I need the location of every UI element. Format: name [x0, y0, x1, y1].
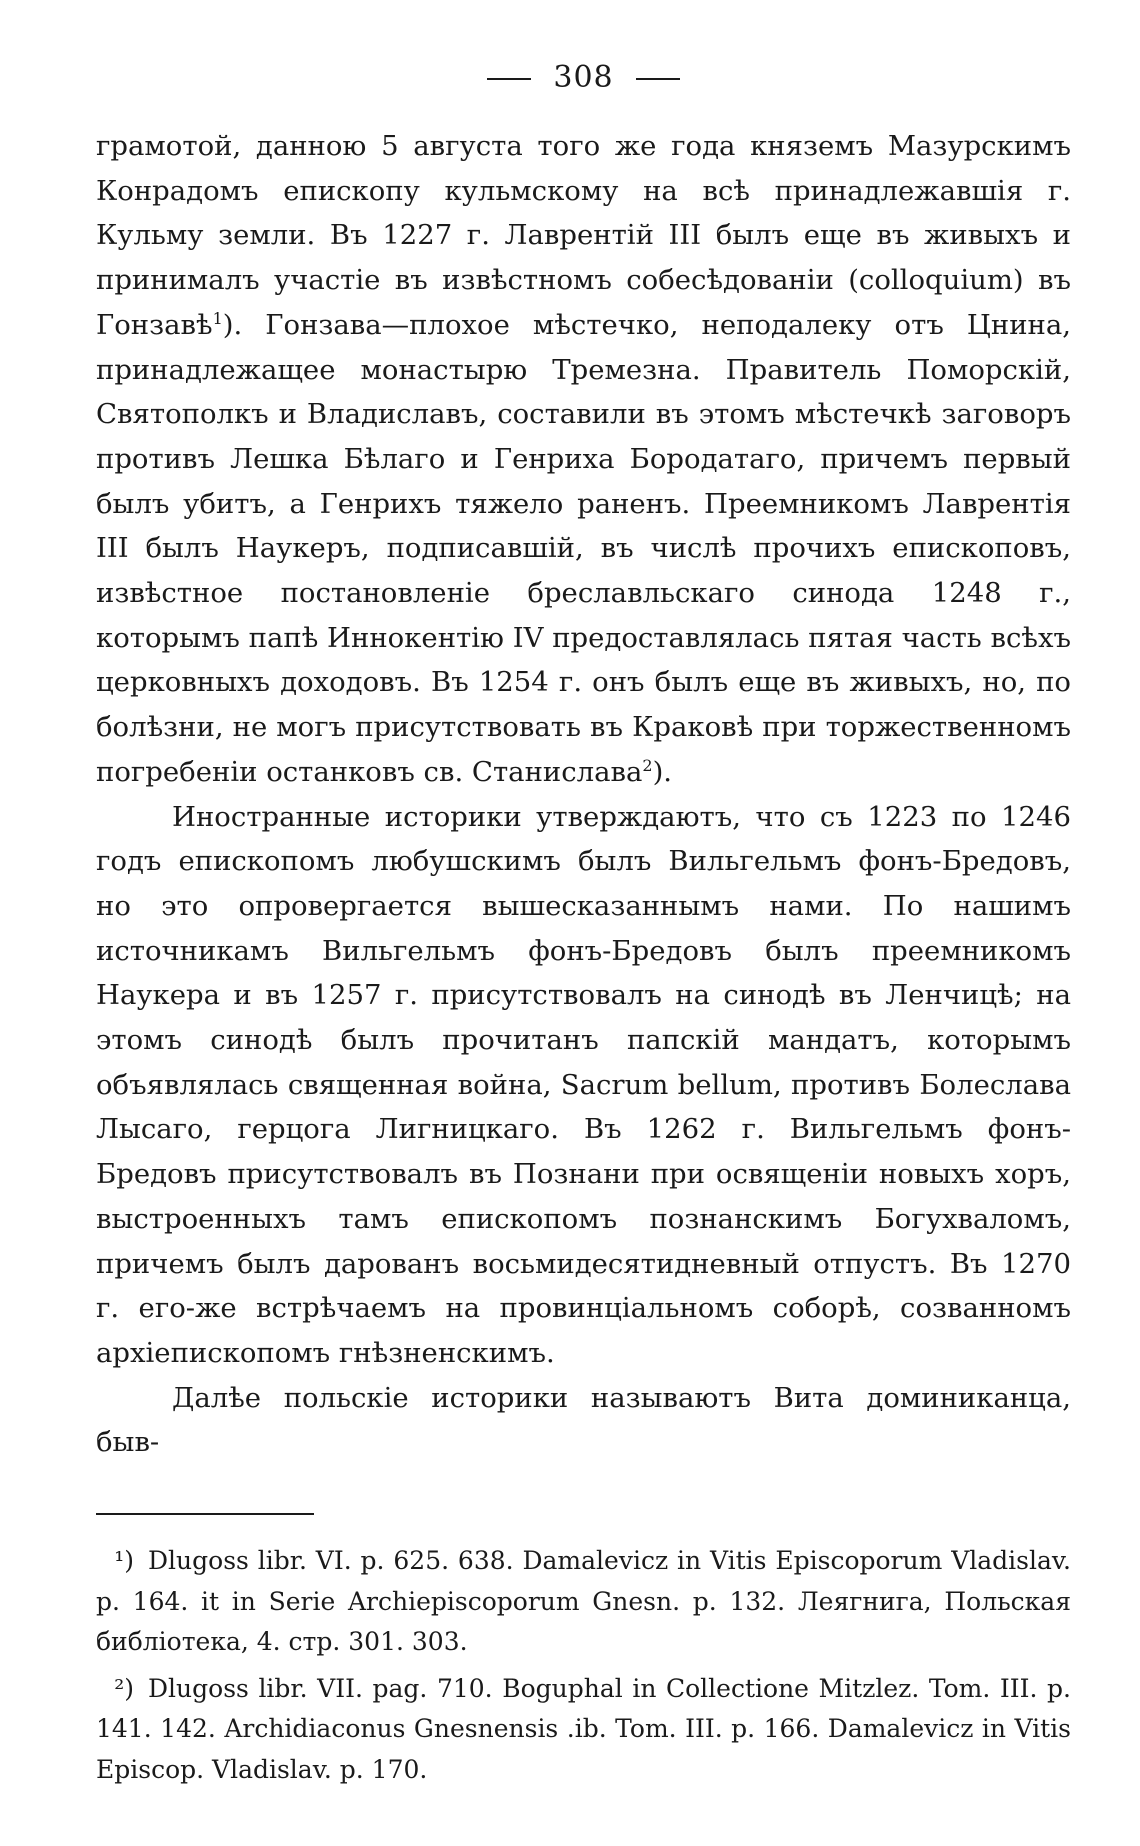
paragraph-3: Далѣе польскіе историки называютъ Вита доминиканца, быв-: [96, 1381, 1071, 1459]
footnote-ref-1[interactable]: 1: [212, 308, 223, 328]
paragraph-1-text: грамотой, данною 5 августа того же года княземъ Мазурскимъ Конрадомъ епископу кульмскому на всѣ принадлежавшія г. Кульму земли. Въ 1227 г. Лаврентій III былъ еще въ живыхъ и принималъ участіе въ извѣстномъ собесѣдованіи (colloquium) въ Гонзавѣ: [96, 130, 1071, 341]
footnotes: [96, 1541, 1071, 1790]
paragraph-1-end: .: [663, 755, 673, 788]
paragraph-1-text-cont: . Гонзава—плохое мѣстечко, неподалеку отъ Цнина, принадлежащее монастырю Тремезна. Правитель Поморскій, Святополкъ и Владиславъ, составили въ этомъ мѣстечкѣ заговоръ противъ Лешка Бѣлаго и Генриха Бородатаго, причемъ первый былъ убитъ, а Генрихъ тяжело раненъ. Преемникомъ Лаврентія III былъ Наукеръ, подписавшій, въ числѣ прочихъ епископовъ, извѣстное постановленіе бреславльскаго синода 1248 г., которымъ папѣ Иннокентію IV предоставлялась пятая часть всѣхъ церковныхъ доходовъ. Въ 1254 г. онъ былъ еще въ живыхъ, но, по болѣзни, не могъ присутствовать въ Краковѣ при торжественномъ погребеніи останковъ св. Станислава: [96, 308, 1071, 788]
footnote-1: [96, 1541, 1071, 1663]
footnote-ref-2[interactable]: 2: [642, 755, 653, 775]
main-text: [96, 124, 1071, 1465]
right-dash: [636, 78, 680, 80]
footnote-2-text: Dlugoss libr. VII. pag. 710. Boguphal in Collectione Mitzlez. Tom. III. p. 141. 142. Archidiaconus Gnesnensis .ib. Tom. III. p. 166. Damalevicz in Vitis Episcop. Vladislav. p. 170.: [96, 1673, 1071, 1784]
book-page: [96, 58, 1071, 1796]
footnote-1-mark: ¹): [114, 1546, 134, 1576]
footnote-2: [96, 1669, 1071, 1791]
footnote-separator: [96, 1513, 314, 1515]
page-header: [96, 58, 1071, 98]
left-dash: [487, 78, 531, 80]
footnote-2-mark: ²): [114, 1673, 134, 1703]
paragraph-1: грамотой, данною 5 августа того же года княземъ Мазурскимъ Конрадомъ епископу кульмскому на всѣ принадлежавшія г. Кульму земли. Въ 1227 г. Лаврентій III былъ еще въ живыхъ и принималъ участіе въ извѣстномъ собесѣдованіи (colloquium) въ Гонзавѣ$^1$). Гонзава—плохое мѣстечко, неподалеку отъ Цнина, принадлежащее монастырю Тремезна. Правитель Поморскій, Святополкъ и Владиславъ, составили въ этомъ мѣстечкѣ заговоръ противъ Лешка Бѣлаго и Генриха Бородатаго, причемъ первый былъ убитъ, а Генрихъ тяжело раненъ. Преемникомъ Лаврентія III былъ Наукеръ, подписавшій, въ числѣ прочихъ епископовъ, извѣстное постановленіе бреславльскаго синода 1248 г., которымъ папѣ Иннокентію IV предоставлялась пятая часть всѣхъ церковныхъ доходовъ. Въ 1254 г. онъ былъ еще въ живыхъ, но, по болѣзни, не могъ присутствовать въ Краковѣ при торжественномъ погребеніи останковъ св. Станислава$^2$).: [96, 130, 1071, 788]
footnote-1-text: Dlugoss libr. VI. p. 625. 638. Damalevicz in Vitis Episcoporum Vladislav. p. 164. it in Serie Archiepiscoporum Gnesn. p. 132. Леягнига, Польская библіотека, 4. стр. 301. 303.: [96, 1546, 1071, 1657]
paragraph-2: Иностранные историки утверждаютъ, что съ 1223 по 1246 годъ епископомъ любушскимъ былъ Вильгельмъ фонъ-Бредовъ, но это опровергается вышесказаннымъ нами. По нашимъ источникамъ Вильгельмъ фонъ-Бредовъ былъ преемникомъ Наукера и въ 1257 г. присутствовалъ на синодѣ въ Ленчицѣ; на этомъ синодѣ былъ прочитанъ папскій мандатъ, которымъ объявлялась священная война, Sacrum bellum, противъ Болеслава Лысаго, герцога Лигницкаго. Въ 1262 г. Вильгельмъ фонъ-Бредовъ присутствовалъ въ Познани при освященіи новыхъ хоръ, выстроенныхъ тамъ епископомъ познанскимъ Богухваломъ, причемъ былъ дарованъ восьмидесятидневный отпустъ. Въ 1270 г. его-же встрѣчаемъ на провинціальномъ соборѣ, созванномъ архіепископомъ гнѣзненскимъ.: [96, 800, 1071, 1369]
page-number: 308: [553, 60, 614, 95]
